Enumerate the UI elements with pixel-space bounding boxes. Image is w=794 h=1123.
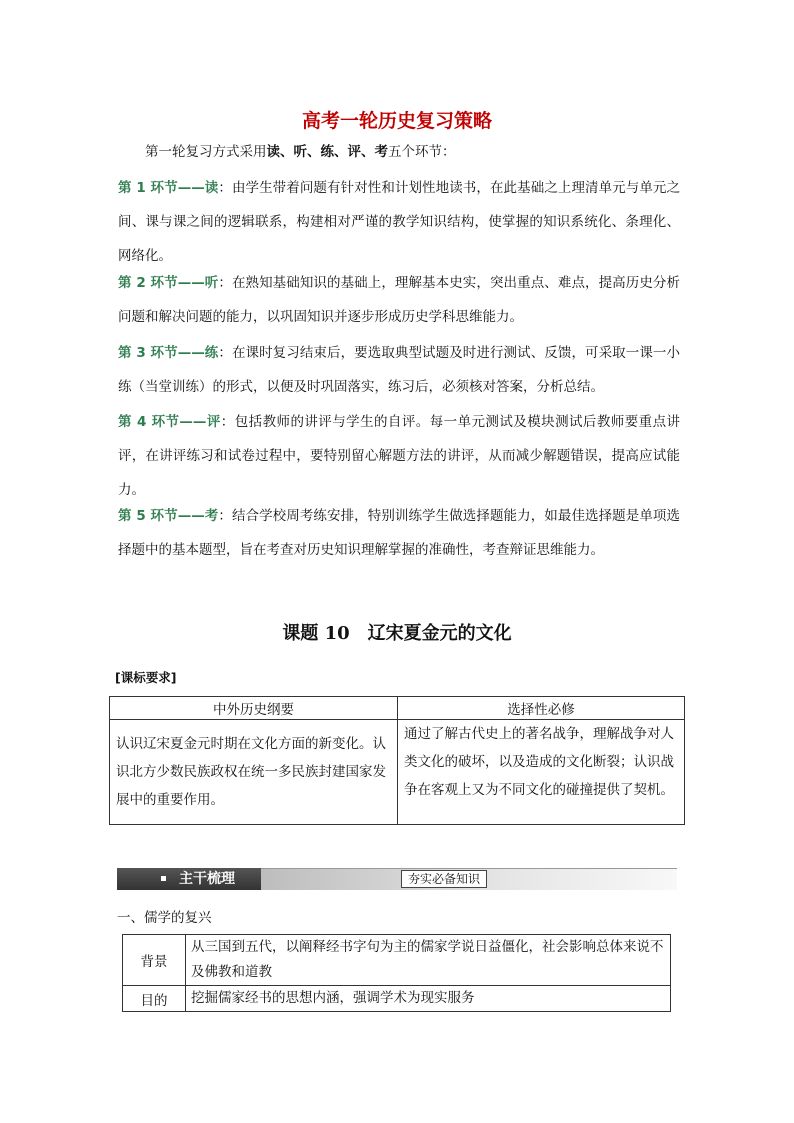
intro-emphasis: 读、听、练、评、考 [266,144,388,160]
banner-dark-band [117,868,261,890]
standards-header-row [110,697,685,720]
intro-suffix: 五个环节： [388,144,456,160]
step-3-label: 第 3 环节——练 [118,345,219,361]
step-2-paragraph [118,266,680,334]
row-value-purpose: 挖掘儒家经书的思想内涵，强调学术为现实服务 [186,986,671,1012]
step-2-text: ：在熟知基础知识的基础上，理解基本史实，突出重点、难点，提高历史分析问题和解决问题的能力，以巩固知识并逐步形成历史学科思维能力。 [118,275,681,325]
banner-subtitle: 夯实必备知识 [401,870,487,888]
step-1-paragraph [118,171,680,273]
standards-outline-cell: 认识辽宋夏金元时期在文化方面的新变化。认识北方少数民族政权在统一多民族封建国家发展中的重要作用。 [110,720,398,825]
step-4-paragraph [118,405,680,507]
step-5-label: 第 5 环节——考 [118,508,219,524]
row-value-background: 从三国到五代，以阐释经书字句为主的儒家学说日益僵化，社会影响总体来说不及佛教和道教 [186,935,671,986]
row-key-background: 背景 [123,935,186,986]
page-title: 高考一轮历史复习策略 [301,110,492,132]
standards-header-outline: 中外历史纲要 [110,697,398,720]
step-2-label: 第 2 环节——听 [118,275,219,291]
step-1-label: 第 1 环节——读 [118,180,219,196]
step-5-text: ：结合学校周考练安排，特别训练学生做选择题能力，如最佳选择题是单项选择题中的基本题型，旨在考查对历史知识理解掌握的准确性，考查辩证思维能力。 [118,508,681,558]
step-1-text: ：由学生带着问题有针对性和计划性地读书，在此基础之上理清单元与单元之间、课与课之间的逻辑联系，构建相对严谨的教学知识结构，使掌握的知识系统化、条理化、网络化。 [118,180,681,264]
banner-title: 主干梳理 [179,871,235,887]
standards-label: [课标要求] [115,670,177,685]
standards-header-elective: 选择性必修 [398,697,685,720]
lesson-title: 课题 10 辽宋夏金元的文化 [282,623,512,644]
part-1-heading: 一、儒学的复兴 [117,910,212,926]
table-row [123,935,671,986]
table-row [123,986,671,1012]
step-4-text: ：包括教师的讲评与学生的自评。每一单元测试及模块测试后教师要重点讲评，在讲评练习和试卷过程中，要特别留心解题方法的讲评，从而减少解题错误，提高应试能力。 [118,414,681,498]
standards-content-row [110,720,685,825]
confucianism-table [122,934,671,1012]
section-banner [117,868,677,890]
intro-paragraph [145,142,456,162]
step-3-text: ：在课时复习结束后，要选取典型试题及时进行测试、反馈，可采取一课一小练（当堂训练）的形式，以便及时巩固落实，练习后，必须核对答案，分析总结。 [118,345,681,395]
intro-prefix: 第一轮复习方式采用 [145,144,267,160]
step-5-paragraph [118,499,680,567]
row-key-purpose: 目的 [123,986,186,1012]
step-4-label: 第 4 环节——评 [118,414,221,430]
banner-gradient-band [261,868,677,890]
step-3-paragraph [118,336,680,404]
standards-elective-cell: 通过了解古代史上的著名战争，理解战争对人类文化的破坏，以及造成的文化断裂；认识战争在客观上又为不同文化的碰撞提供了契机。 [398,720,685,825]
standards-table [109,696,685,825]
square-bullet-icon [161,876,166,881]
